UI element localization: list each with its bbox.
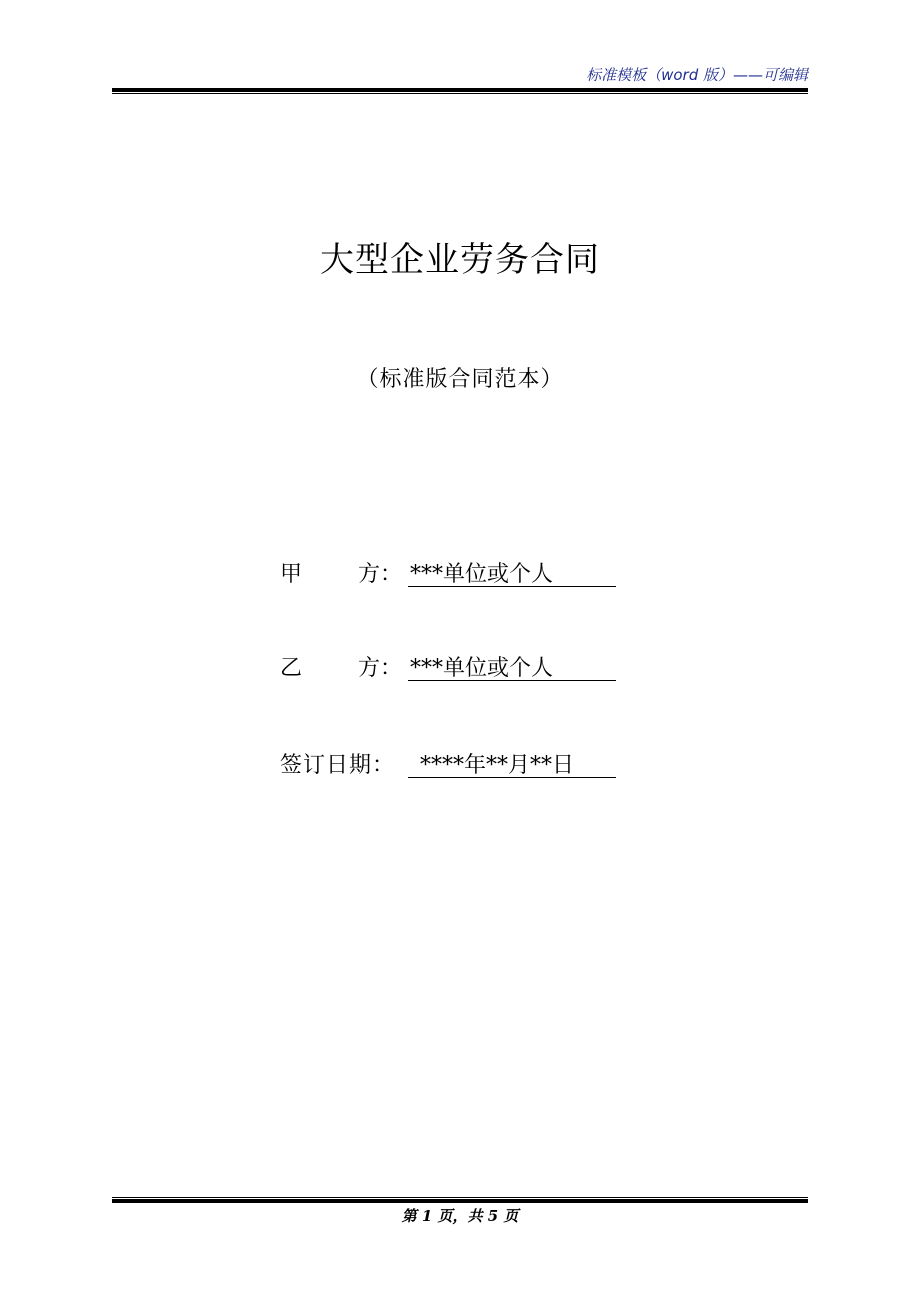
sign-date-label: 签订日期： xyxy=(280,753,396,778)
party-a-label-char: 甲 xyxy=(280,562,303,587)
page-number: 第 1 页，共 5 页 xyxy=(401,1207,519,1225)
party-b-label-char: 乙 xyxy=(280,656,303,681)
header-label: 标准模板（word 版）——可编辑 xyxy=(586,66,808,84)
footer-rule xyxy=(112,1197,808,1203)
sign-date-value-line xyxy=(408,748,616,778)
party-a-value-line xyxy=(408,557,616,587)
document-subtitle: （标准版合同范本） xyxy=(356,367,564,392)
party-a-label-suffix: 方： xyxy=(358,562,403,587)
sign-date-value: ****年**月**日 xyxy=(420,753,575,778)
document-title: 大型企业劳务合同 xyxy=(320,240,600,280)
party-a-value: ***单位或个人 xyxy=(410,562,554,587)
party-b-label-suffix: 方： xyxy=(358,656,403,681)
party-b-value-line xyxy=(408,651,616,681)
header-rule xyxy=(112,88,808,94)
party-b-value: ***单位或个人 xyxy=(410,656,554,681)
